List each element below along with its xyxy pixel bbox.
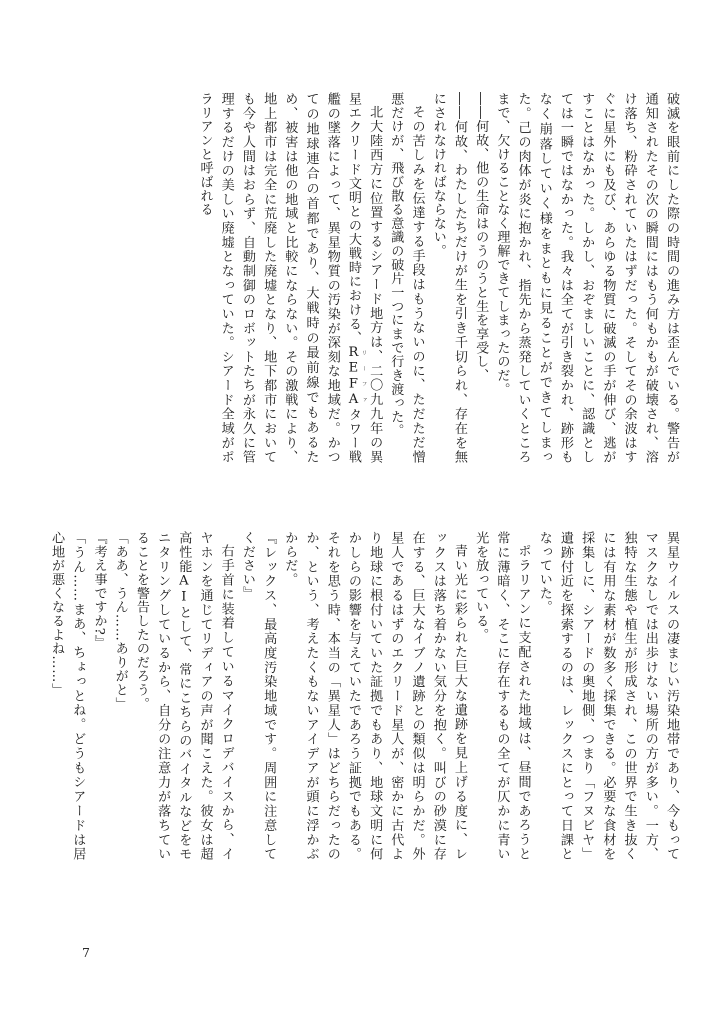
text-block-upper — [122, 92, 682, 464]
paragraph: 異星ウイルスの凄まじい汚染地帯であり、今もってマスクなしでは出歩けない場所の方が多い。一方、独特な生態や植生が形成され、この世界で生き抜くには有用な素材が数多く採集できる。必要な食材を採集しに、シアードの奥地側、つまり「フヌビヤ」遺跡付近を探索するのは、レックスにとって日課となっていた。 — [536, 531, 679, 861]
paragraph: 青い光に彩られた巨大な遺跡を見上げる度に、レックスは落ち着かない気分を抱く。叫びの砂漠に存在する、巨大なイブノ遺跡との類似は明らかだ。外星人であるはずのエクリード星人が、密かに古代より地球に根付いていた証拠でもあり、地球文明に何かしらの影響を与えていたであろう証拠でもある。それを思う時、本当の「異星人」はどちらだったのか、という、考えたくもないアイデアが頭に浮かぶからだ。 — [282, 531, 467, 861]
paragraph-tail: クリード文明との大戦時における、REFA リーファタワー戦艦の墜落によって、異星物質の汚染が深刻な地域だ。かつての地球連合の首都であり、大戦時の最前線でもあるため、被害は他の地域と比較にならない。その激戦により、地上都市は完全に荒廃した廃墟となり、地下都市においても今や人間はおらず、自動制御のロボットたちが永久に管理するだけの美しい廃墟となっていた。シアード全域がポラリアンと呼ばれる — [197, 92, 367, 464]
dialogue-line: 「うん……まあ、ちょっとね。どうもシアードは居心地が悪くなるよね……」 — [49, 531, 86, 861]
paragraph: ――何故、わたしたちだけが生を引き千切られ、存在を無にされなければならない。 — [430, 92, 467, 464]
paragraph-head: 北大陸西方に位置するシアード地方は、二〇九九年の異星エ — [345, 92, 383, 464]
latin-run: AI — [176, 573, 192, 606]
text-block-lower — [49, 531, 682, 861]
dialogue-line: 『考え事ですか?』 — [91, 531, 107, 650]
paragraph-with-ruby — [194, 92, 385, 464]
paragraph: ――何故、他の生命はのうのうと生を享受し、 — [473, 92, 489, 383]
paragraph: 右手首に装着しているマイクロデバイスから、イヤホンを通じてリディアの声が聞こえた。彼女は超高性能AIとして、常にこちらのバイタルなどをモニタリングしているから、自分の注意力が落ちていることを警告したのだろう。 — [133, 531, 234, 861]
dialogue-line: 「ああ、うん……ありがと」 — [112, 531, 128, 711]
paragraph: 破滅を眼前にした際の時間の進み方は歪んでいる。警告が通知されたその次の瞬間にはもう何もかもが破壊され、溶け落ち、粉砕されていたはずだった。そしてその余波はすぐに星外にも及び、あらゆる物質に破滅の手が伸び、逃がすことはなかった。しかし、おぞましいことに、認識としては一瞬ではなかった。我々は全てが引き裂かれ、跡形もなく崩落していく様をまともに見ることができてしまった。己の肉体が炎に抱かれ、指先から蒸発していくところまで、欠けることなく理解できてしまったのだ。 — [494, 92, 679, 464]
paragraph: ポラリアンに支配された地域は、昼間であろうと常に薄暗く、そこに存在するもの全てが仄かに青い光を放っている。 — [473, 531, 531, 861]
ruby-refa: REFA リーファ — [345, 344, 367, 408]
page-number: 7 — [82, 945, 91, 960]
paragraph: その苦しみを伝達する手段はもうないのに、ただただ憎悪だけが、飛び散る意識の破片一つにまで行き渡った。 — [388, 92, 425, 464]
dialogue-line: 『レックス、最高度汚染地域です。周囲に注意してください』 — [239, 531, 277, 861]
